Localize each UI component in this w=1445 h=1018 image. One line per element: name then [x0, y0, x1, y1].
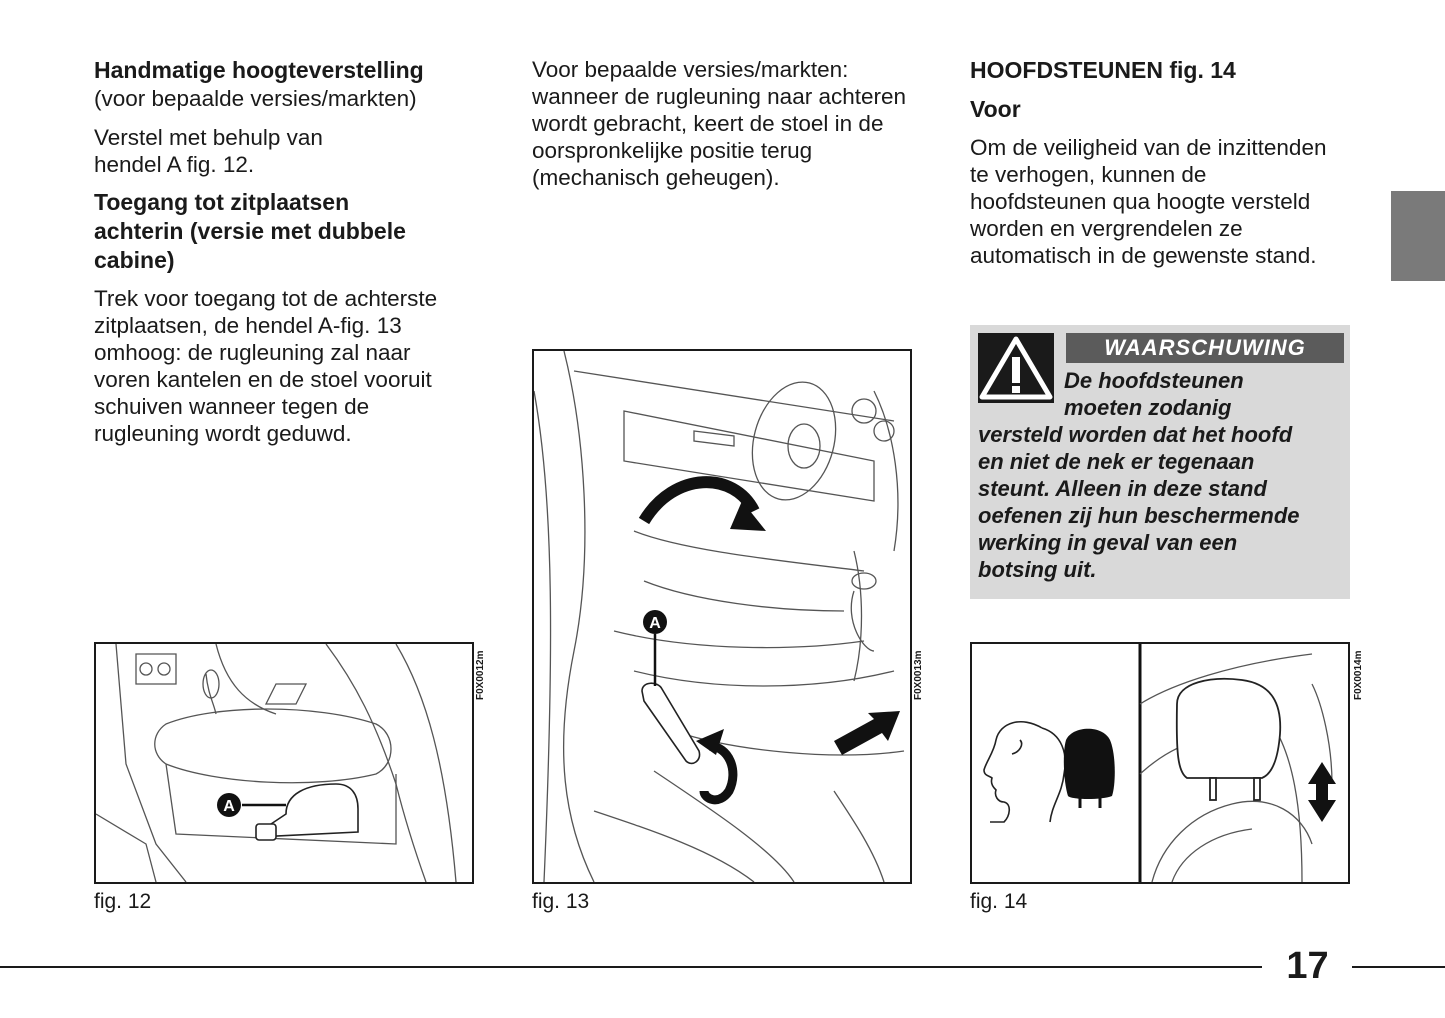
- warning-line: werking in geval van een: [978, 530, 1238, 555]
- column-3: [970, 56, 1360, 269]
- para-trek-line: rugleuning wordt geduwd.: [94, 421, 352, 446]
- warning-box: [970, 325, 1350, 599]
- fig14-code: F0X0014m: [1353, 650, 1364, 700]
- heading-toegang-line3: cabine): [94, 247, 175, 273]
- fig12-code: F0X0012m: [475, 650, 486, 700]
- heading-hoofdsteunen: HOOFDSTEUNEN fig. 14: [970, 57, 1236, 83]
- para-verstel-line1: Verstel met behulp van: [94, 125, 323, 150]
- heading-toegang-line2: achterin (versie met dubbele: [94, 218, 406, 244]
- para-veiligheid-line: automatisch in de gewenste stand.: [970, 243, 1317, 268]
- para-versies-line: oorspronkelijke positie terug: [532, 138, 813, 163]
- para-trek-line: zitplaatsen, de hendel A-fig. 13: [94, 313, 402, 338]
- warning-line: steunt. Alleen in deze stand: [978, 476, 1267, 501]
- subheading-versies: (voor bepaalde versies/markten): [94, 86, 417, 111]
- para-versies-line: wordt gebracht, keert de stoel in de: [532, 111, 884, 136]
- heading-handmatige-hoogteverstelling: Handmatige hoogteverstelling: [94, 57, 424, 83]
- para-veiligheid-line: worden en vergrendelen ze: [970, 216, 1243, 241]
- para-veiligheid-line: te verhogen, kunnen de: [970, 162, 1207, 187]
- warning-line: De hoofdsteunen: [1064, 368, 1244, 393]
- figure-14-head-restraints: [970, 642, 1350, 884]
- fig12-caption: fig. 12: [94, 890, 152, 913]
- page-number: 17: [1286, 945, 1329, 987]
- para-versies-line: Voor bepaalde versies/markten:: [532, 57, 849, 82]
- figure-12-seat-height-lever: [94, 642, 474, 884]
- figure-13-rear-access-lever: [532, 349, 912, 884]
- para-trek-line: voren kantelen en de stoel vooruit: [94, 367, 432, 392]
- column-2: [532, 56, 922, 191]
- para-trek-line: schuiven wanneer tegen de: [94, 394, 370, 419]
- warning-text: [978, 367, 1342, 583]
- para-veiligheid-line: Om de veiligheid van de inzittenden: [970, 135, 1327, 160]
- fig13-caption: fig. 13: [532, 890, 590, 913]
- para-versies-line: wanneer de rugleuning naar achteren: [532, 84, 907, 109]
- warning-line: versteld worden dat het hoofd: [978, 422, 1293, 447]
- warning-line: botsing uit.: [978, 557, 1097, 582]
- footer-rule-right: [1352, 966, 1445, 968]
- para-verstel-line2: hendel A fig. 12.: [94, 152, 255, 177]
- warning-title: WAARSCHUWING: [1066, 333, 1344, 363]
- fig13-code: F0X0013m: [913, 650, 924, 700]
- fig13-label-a: A: [649, 615, 661, 632]
- heading-toegang-line1: Toegang tot zitplaatsen: [94, 189, 350, 215]
- subheading-voor: Voor: [970, 96, 1021, 122]
- para-versies-line: (mechanisch geheugen).: [532, 165, 780, 190]
- footer-rule-left: [0, 966, 1262, 968]
- fig14-caption: fig. 14: [970, 890, 1028, 913]
- column-1: [94, 56, 484, 447]
- fig12-label-a: A: [223, 798, 235, 815]
- warning-line: en niet de nek er tegenaan: [978, 449, 1255, 474]
- para-veiligheid-line: hoofdsteunen qua hoogte versteld: [970, 189, 1311, 214]
- warning-line: moeten zodanig: [1064, 395, 1232, 420]
- section-tab-marker: [1391, 191, 1445, 281]
- para-trek-line: omhoog: de rugleuning zal naar: [94, 340, 411, 365]
- warning-line: oefenen zij hun beschermende: [978, 503, 1300, 528]
- para-trek-line: Trek voor toegang tot de achterste: [94, 286, 438, 311]
